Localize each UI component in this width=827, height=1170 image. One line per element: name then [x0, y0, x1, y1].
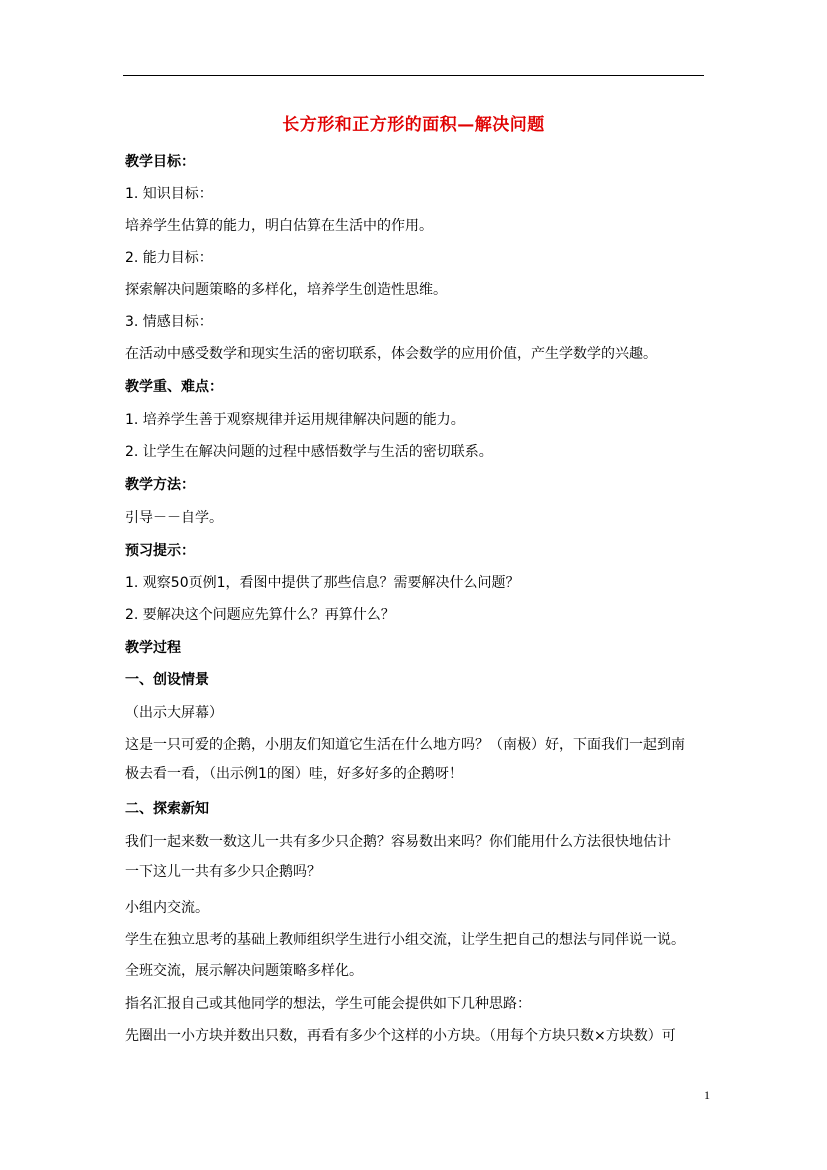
section-heading: 教学方法： — [125, 477, 195, 493]
header-rule — [123, 75, 704, 76]
section-heading: 预习提示： — [125, 543, 195, 559]
section-heading: 教学过程 — [125, 640, 181, 656]
page-number: 1 — [704, 1088, 710, 1102]
paragraph-line: 引导－－自学。 — [125, 510, 223, 526]
paragraph-line: 极去看一看，（出示例1的图）哇，好多好多的企鹅呀！ — [125, 766, 463, 782]
section-heading: 二、探索新知 — [125, 801, 209, 817]
paragraph-line: 1. 知识目标： — [125, 186, 213, 202]
paragraph-line: 先圈出一小方块并数出只数，再看有多少个这样的小方块。（用每个方块只数×方块数）可 — [125, 1028, 676, 1044]
paragraph-line: 一下这儿一共有多少只企鹅吗？ — [125, 864, 321, 880]
paragraph-line: 2. 能力目标： — [125, 250, 213, 266]
paragraph-line: 1. 观察50页例1，看图中提供了那些信息？需要解决什么问题？ — [125, 575, 520, 591]
paragraph-line: 全班交流，展示解决问题策略多样化。 — [125, 963, 363, 979]
paragraph-line: 3. 情感目标： — [125, 314, 213, 330]
paragraph-line: 指名汇报自己或其他同学的想法，学生可能会提供如下几种思路： — [125, 996, 531, 1012]
paragraph-line: 这是一只可爱的企鹅，小朋友们知道它生活在什么地方吗？（南极）好，下面我们一起到南 — [125, 737, 685, 753]
paragraph-line: 学生在独立思考的基础上教师组织学生进行小组交流，让学生把自己的想法与同伴说一说。 — [125, 932, 685, 948]
paragraph-line: 在活动中感受数学和现实生活的密切联系，体会数学的应用价值，产生学数学的兴趣。 — [125, 346, 657, 362]
paragraph-line: 小组内交流。 — [125, 900, 209, 916]
paragraph-line: 探索解决问题策略的多样化，培养学生创造性思维。 — [125, 282, 447, 298]
section-heading: 教学目标： — [125, 154, 195, 170]
paragraph-line: 1. 培养学生善于观察规律并运用规律解决问题的能力。 — [125, 412, 465, 428]
paragraph-line: 2. 要解决这个问题应先算什么？再算什么？ — [125, 607, 395, 623]
paragraph-line: 我们一起来数一数这儿一共有多少只企鹅？容易数出来吗？你们能用什么方法很快地估计 — [125, 834, 671, 850]
paragraph-line: 培养学生估算的能力，明白估算在生活中的作用。 — [125, 218, 433, 234]
document-title: 长方形和正方形的面积—解决问题 — [282, 115, 545, 135]
paragraph-line: 2. 让学生在解决问题的过程中感悟数学与生活的密切联系。 — [125, 444, 493, 460]
section-heading: 教学重、难点： — [125, 379, 223, 395]
paragraph-line: （出示大屏幕） — [125, 705, 223, 721]
section-heading: 一、创设情景 — [125, 672, 209, 688]
